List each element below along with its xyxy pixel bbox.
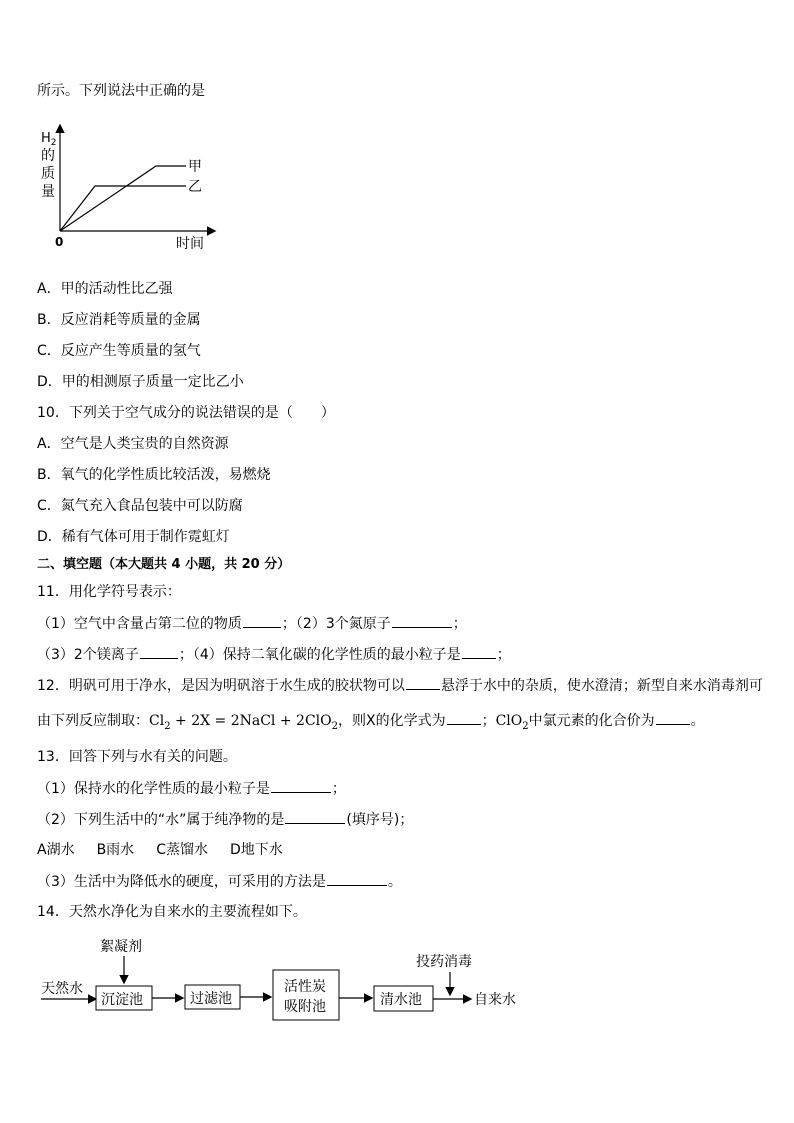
q11-line-1: [37, 613, 467, 634]
q12-period: 。: [690, 713, 705, 729]
q9-option-b: B．反应消耗等质量的金属: [37, 312, 201, 328]
eq-mid: + 2X = 2NaCl + 2ClO: [170, 713, 332, 729]
q10-option-a: A．空气是人类宝贵的自然资源: [37, 436, 229, 452]
flow-step2-label: 过滤池: [190, 991, 232, 1007]
q12-text-2: 悬浮于水中的杂质，使水澄清；新型自来水消毒剂可: [440, 678, 763, 694]
q12-clo2: [495, 713, 529, 732]
section-2-title: 二、填空题（本大题共 4 小题，共 20 分）: [37, 557, 291, 572]
q13-text-3: (填序号)；: [346, 812, 414, 828]
q13-semicolon: ；: [331, 781, 346, 797]
flow-step4-label: 清水池: [380, 992, 422, 1008]
q12-line-2: [37, 710, 705, 737]
q11-blank-4[interactable]: [462, 644, 496, 659]
series-jia-label: 甲: [188, 159, 202, 175]
q9-intro: 所示。下列说法中正确的是: [37, 83, 205, 99]
q13-choice-b: B雨水: [96, 842, 135, 858]
q10-option-b: B．氧气的化学性质比较活泼，易燃烧: [37, 467, 271, 483]
q13-choices: [37, 840, 283, 860]
q13-choice-a: A湖水: [37, 842, 75, 858]
q13-text-4: （3）生活中为降低水的硬度，可采用的方法是: [37, 874, 326, 890]
q10-option-c: C．氮气充入食品包装中可以防腐: [37, 498, 243, 514]
clo-sub: 2: [522, 720, 529, 732]
q14-stem: 14．天然水净化为自来水的主要流程如下。: [37, 904, 307, 920]
flow-additive-1: 絮凝剂: [100, 939, 142, 955]
q13-line-1: [37, 778, 346, 799]
q11-blank-3[interactable]: [140, 644, 178, 659]
series-yi-label: 乙: [188, 179, 202, 195]
flow-step1-label: 沉淀池: [101, 992, 143, 1008]
eq-cl: Cl: [149, 713, 165, 729]
q12-text-5: 中氯元素的化合价为: [528, 713, 655, 729]
series-jia-line: [60, 166, 186, 231]
q13-period: 。: [387, 874, 402, 890]
q13-text-1: （1）保持水的化学性质的最小粒子是: [37, 781, 270, 797]
flow-step3-label-1: 活性炭: [284, 979, 326, 995]
q10-stem: 10．下列关于空气成分的说法错误的是（ ）: [37, 405, 335, 421]
q10-option-d: D．稀有气体可用于制作霓虹灯: [37, 529, 230, 545]
q11-part1-text: （1）空气中含量占第二位的物质: [37, 616, 242, 632]
q12-text-1: 12．明矾可用于净水，是因为明矾溶于水生成的胶状物可以: [37, 678, 405, 694]
q13-blank-2[interactable]: [285, 809, 345, 824]
q11-stem: 11．用化学符号表示：: [37, 584, 181, 600]
flow-step3-label-2: 吸附池: [284, 999, 326, 1015]
water-treatment-flow: [36, 933, 536, 1025]
q9-option-a: A．甲的活动性比乙强: [37, 281, 173, 297]
q12-blank-2[interactable]: [447, 710, 481, 725]
y-label-zhi: 质: [41, 166, 55, 182]
q11-part2-text: ；（2）3个氮原子: [281, 616, 391, 632]
q12-line-1: [37, 675, 763, 696]
q13-text-2: （2）下列生活中的“水”属于纯净物的是: [37, 812, 285, 828]
h2-mass-time-chart: [36, 120, 226, 255]
eq-sub2: 2: [331, 720, 338, 732]
clo: ClO: [495, 713, 523, 729]
y-label-liang: 量: [41, 184, 55, 200]
q13-blank-1[interactable]: [271, 778, 331, 793]
flow-input-label: 天然水: [41, 981, 83, 997]
eq-sub: 2: [164, 720, 171, 732]
q11-blank-1[interactable]: [243, 613, 281, 628]
q13-line-2: [37, 809, 413, 830]
q13-choice-d: D地下水: [229, 842, 283, 858]
origin-label: 0: [55, 235, 64, 249]
y-label-h2: $H_2$: [41, 131, 57, 148]
q12-text-3: 由下列反应制取：: [37, 713, 149, 729]
q13-line-3: [37, 871, 402, 892]
q12-blank-3[interactable]: [656, 710, 690, 725]
q9-option-c: C．反应产生等质量的氢气: [37, 343, 201, 359]
series-yi-line: [60, 186, 186, 231]
q11-part3-text: （3）2个镁离子: [37, 647, 139, 663]
q12-text-4: ，则X的化学式为: [338, 713, 446, 729]
q13-stem: 13．回答下列与水有关的问题。: [37, 749, 237, 765]
q9-option-d: D．甲的相测原子质量一定比乙小: [37, 374, 244, 390]
y-label-de: 的: [41, 148, 55, 164]
q13-choice-c: C蒸馏水: [156, 842, 208, 858]
q11-line-2: [37, 644, 511, 665]
q13-blank-3[interactable]: [327, 871, 387, 886]
flow-additive-2: 投药消毒: [416, 954, 472, 970]
flow-output-label: 自来水: [474, 992, 516, 1008]
x-label: 时间: [176, 236, 204, 252]
q11-part4-text: ；（4）保持二氧化碳的化学性质的最小粒子是: [178, 647, 461, 663]
q11-blank-2[interactable]: [392, 613, 452, 628]
q12-blank-1[interactable]: [406, 675, 440, 690]
q11-semicolon-2: ；: [496, 647, 511, 663]
q12-equation: [149, 713, 338, 732]
q12-semicolon: ；: [481, 713, 496, 729]
q11-semicolon-1: ；: [452, 616, 467, 632]
